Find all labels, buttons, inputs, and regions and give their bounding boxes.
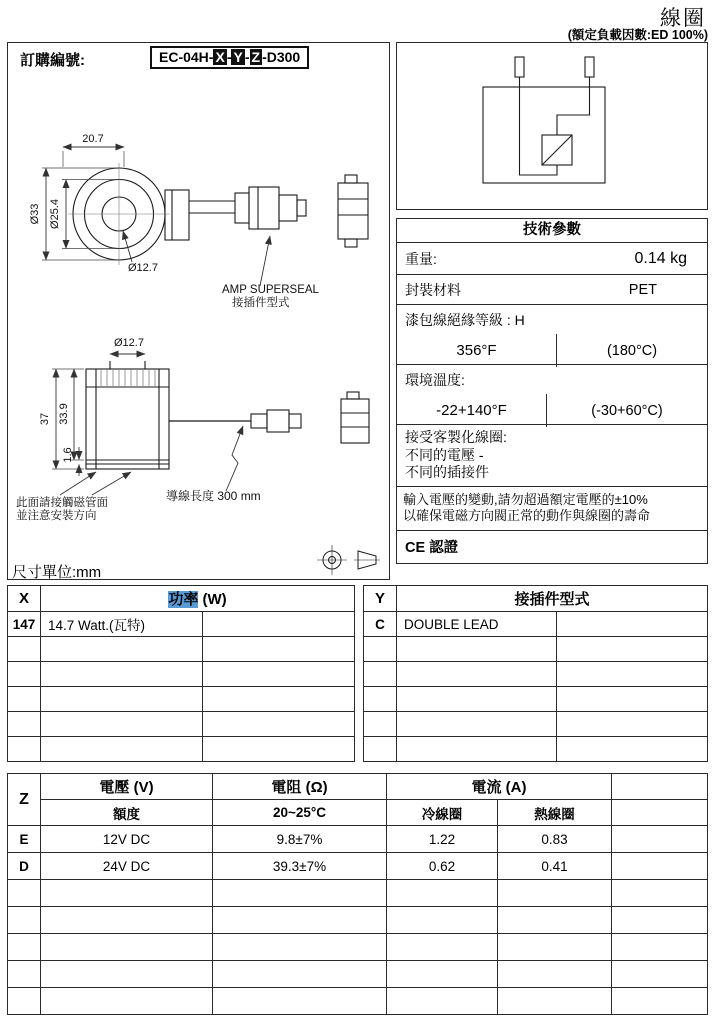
dim-1-6: 1.6 [62, 447, 74, 463]
empty-row [364, 737, 708, 762]
order-code-sep2: - [244, 49, 250, 65]
coil-schematic [397, 43, 707, 209]
ambient-celsius: (-30+60°C) [546, 394, 707, 427]
empty-row [8, 662, 355, 687]
empty-cell [387, 961, 498, 988]
empty-row [364, 687, 708, 712]
mating-connector [338, 183, 368, 239]
empty-row [8, 934, 708, 961]
hot-coil-subheader-cell: 熱線圈 [498, 800, 612, 826]
empty-cell [364, 662, 397, 687]
material-value: PET [628, 281, 657, 298]
dim-33-9: 33.9 [58, 403, 70, 425]
empty-cell [41, 988, 213, 1015]
dim-diameter-12-7-front: Ø12.7 [128, 262, 158, 274]
empty-cell [41, 687, 203, 712]
empty-cell [557, 637, 708, 662]
ce-certification-row [397, 531, 707, 563]
z-data-row-e [8, 826, 708, 853]
order-code-prefix: EC-04H- [159, 49, 214, 65]
order-code-suffix: -D300 [262, 49, 301, 65]
resistance-cell: 9.8±7% [213, 826, 387, 853]
customization-line3: 不同的插接件 [405, 464, 489, 480]
connector-housing [249, 187, 279, 229]
amp-superseal-label: AMP SUPERSEAL [222, 284, 319, 296]
tech-params-panel [396, 218, 708, 564]
coil-body-edge [165, 190, 189, 240]
empty-cell [612, 853, 708, 880]
material-row [397, 275, 707, 305]
front-view-drawing [68, 163, 368, 265]
empty-cell [364, 737, 397, 762]
dim-diameter-25-4: Ø25.4 [49, 199, 61, 229]
empty-cell [8, 687, 41, 712]
insulation-celsius: (180°C) [556, 334, 707, 367]
empty-cell [203, 662, 355, 687]
empty-cell [364, 712, 397, 737]
empty-cell [203, 712, 355, 737]
empty-cell [612, 907, 708, 934]
customization-line1: 接受客製化線圈: [405, 429, 507, 445]
y-code-cell: C [364, 612, 397, 637]
ambient-temp-row [397, 365, 707, 425]
order-code-sep1: - [226, 49, 232, 65]
z-code-cell: E [8, 826, 41, 853]
empty-row [8, 737, 355, 762]
power-label-highlighted: 功率 [168, 591, 199, 608]
voltage-note-line2: 以確保電磁方向閥正常的動作與線圈的壽命 [403, 508, 651, 523]
y-key-cell: Y [364, 586, 397, 612]
empty-cell [8, 961, 41, 988]
empty-cell [41, 637, 203, 662]
mount-leader-1 [60, 472, 96, 495]
empty-cell [387, 934, 498, 961]
empty-cell [203, 612, 355, 637]
z-code-cell: D [8, 853, 41, 880]
terminal-pin-left [515, 57, 524, 77]
empty-cell [8, 662, 41, 687]
voltage-note-row [397, 487, 707, 531]
order-number-label: 訂購編號: [20, 52, 85, 69]
empty-cell [612, 880, 708, 907]
y-connector-table [363, 585, 708, 762]
ambient-temp-label: 環境溫度: [405, 372, 465, 388]
mount-leader-2 [92, 472, 131, 495]
empty-cell [557, 712, 708, 737]
empty-cell [8, 712, 41, 737]
empty-row [8, 907, 708, 934]
empty-cell [397, 712, 557, 737]
ce-label: CE 認證 [405, 540, 459, 556]
current-header-cell: 電流 (A) [387, 774, 612, 800]
terminal-pin-right [585, 57, 594, 77]
x-code-cell: 147 [8, 612, 41, 637]
empty-cell [397, 687, 557, 712]
empty-cell [557, 737, 708, 762]
empty-cell [8, 637, 41, 662]
empty-cell [41, 737, 203, 762]
voltage-note-line1: 輸入電壓的變動,請勿超過額定電壓的±10% [403, 492, 648, 507]
temperature-subheader-cell: 20~25°C [213, 800, 387, 826]
weight-label: 重量: [405, 250, 437, 267]
tech-params-title: 技術參數 [397, 219, 707, 243]
coil-side-outline [86, 369, 169, 469]
empty-row [8, 880, 708, 907]
empty-cell [612, 961, 708, 988]
drawing-panel [7, 42, 390, 580]
resistance-header-cell: 電阻 (Ω) [213, 774, 387, 800]
insulation-fahrenheit: 356°F [456, 342, 497, 359]
empty-cell [203, 737, 355, 762]
dim-20-7: 20.7 [82, 133, 104, 145]
material-label: 封裝材料 [405, 281, 461, 298]
empty-cell [41, 712, 203, 737]
wire-length-label: 導線長度 300 mm [166, 489, 261, 503]
dim-diameter-33: Ø33 [29, 203, 41, 225]
cold-current-cell: 1.22 [387, 826, 498, 853]
y-header-cell: 接插件型式 [397, 586, 708, 612]
x-power-table [7, 585, 355, 762]
hot-current-cell: 0.41 [498, 853, 612, 880]
x-data-row [8, 612, 355, 637]
empty-cell [41, 662, 203, 687]
technical-drawing [8, 43, 389, 579]
empty-cell [213, 880, 387, 907]
customization-row [397, 425, 707, 487]
empty-cell [612, 826, 708, 853]
empty-cell [498, 934, 612, 961]
z-header-row-2 [8, 800, 708, 826]
x-value-cell: 14.7 Watt.(瓦特) [41, 612, 203, 637]
order-code-z: Z [251, 49, 261, 65]
empty-cell [397, 662, 557, 687]
insulation-label: 漆包線絕緣等級 : H [405, 312, 525, 328]
empty-cell [612, 774, 708, 800]
empty-cell [557, 612, 708, 637]
customization-line2: 不同的電壓 - [405, 446, 484, 463]
side-view-dimensions [52, 354, 243, 495]
empty-cell [8, 880, 41, 907]
empty-cell [41, 934, 213, 961]
empty-cell [387, 988, 498, 1015]
empty-cell [8, 934, 41, 961]
empty-cell [41, 880, 213, 907]
x-table-header-row [8, 586, 355, 612]
side-mating-connector [341, 399, 369, 443]
y-table-header-row [364, 586, 708, 612]
hot-current-cell: 0.83 [498, 826, 612, 853]
voltage-cell: 12V DC [41, 826, 213, 853]
ambient-fahrenheit: -22+140°F [436, 402, 507, 419]
x-key-cell: X [8, 586, 41, 612]
empty-row [364, 662, 708, 687]
power-unit-label: (W) [198, 591, 227, 608]
empty-cell [213, 934, 387, 961]
insulation-row [397, 305, 707, 365]
empty-row [364, 712, 708, 737]
cold-current-cell: 0.62 [387, 853, 498, 880]
empty-cell [8, 907, 41, 934]
empty-cell [557, 662, 708, 687]
dim-37: 37 [39, 412, 51, 426]
z-header-row-1 [8, 774, 708, 800]
projection-symbol-icon [317, 545, 380, 575]
empty-row [8, 637, 355, 662]
order-code-x: X [215, 49, 225, 65]
empty-cell [498, 907, 612, 934]
empty-cell [498, 961, 612, 988]
empty-cell [41, 961, 213, 988]
empty-cell [213, 988, 387, 1015]
y-value-cell: DOUBLE LEAD [397, 612, 557, 637]
empty-cell [364, 637, 397, 662]
voltage-header-cell: 電壓 (V) [41, 774, 213, 800]
empty-row [8, 712, 355, 737]
weight-row [397, 243, 707, 275]
z-electrical-table [7, 773, 708, 1015]
empty-cell [612, 988, 708, 1015]
empty-cell [612, 800, 708, 826]
cold-coil-subheader-cell: 冷線圈 [387, 800, 498, 826]
empty-cell [213, 907, 387, 934]
mount-note-line1: 此面請接觸磁管面 [16, 497, 108, 509]
dim-diameter-12-7-side: Ø12.7 [114, 337, 144, 349]
empty-cell [498, 880, 612, 907]
order-code-y: Y [233, 49, 243, 65]
empty-cell [397, 737, 557, 762]
empty-cell [387, 880, 498, 907]
empty-cell [203, 687, 355, 712]
mount-note-line2: 並注意安裝方向 [16, 510, 97, 522]
wire-length-leader [226, 426, 243, 491]
empty-cell [41, 907, 213, 934]
empty-cell [387, 907, 498, 934]
side-view-drawing [86, 361, 369, 469]
rating-subheader-cell: 額度 [41, 800, 213, 826]
empty-cell [557, 687, 708, 712]
page-title: 線圈 [660, 7, 706, 30]
resistance-cell: 39.3±7% [213, 853, 387, 880]
page-subtitle: (額定負載因數:ED 100%) [567, 28, 708, 42]
empty-cell [213, 961, 387, 988]
empty-cell [397, 637, 557, 662]
empty-cell [498, 988, 612, 1015]
y-data-row [364, 612, 708, 637]
empty-cell [203, 637, 355, 662]
weight-value: 0.14 kg [634, 249, 687, 267]
empty-row [364, 637, 708, 662]
empty-cell [612, 934, 708, 961]
empty-cell [8, 737, 41, 762]
empty-row [8, 687, 355, 712]
z-key-cell: Z [8, 774, 41, 826]
x-header-cell [41, 586, 355, 612]
amp-leader-arrow [260, 236, 270, 286]
z-data-row-d [8, 853, 708, 880]
empty-row [8, 988, 708, 1015]
connector-type-label: 接插件型式 [232, 297, 290, 309]
schematic-panel [396, 42, 708, 210]
voltage-cell: 24V DC [41, 853, 213, 880]
dimension-unit-label: 尺寸單位:mm [12, 564, 102, 581]
empty-cell [364, 687, 397, 712]
empty-cell [8, 988, 41, 1015]
empty-row [8, 961, 708, 988]
